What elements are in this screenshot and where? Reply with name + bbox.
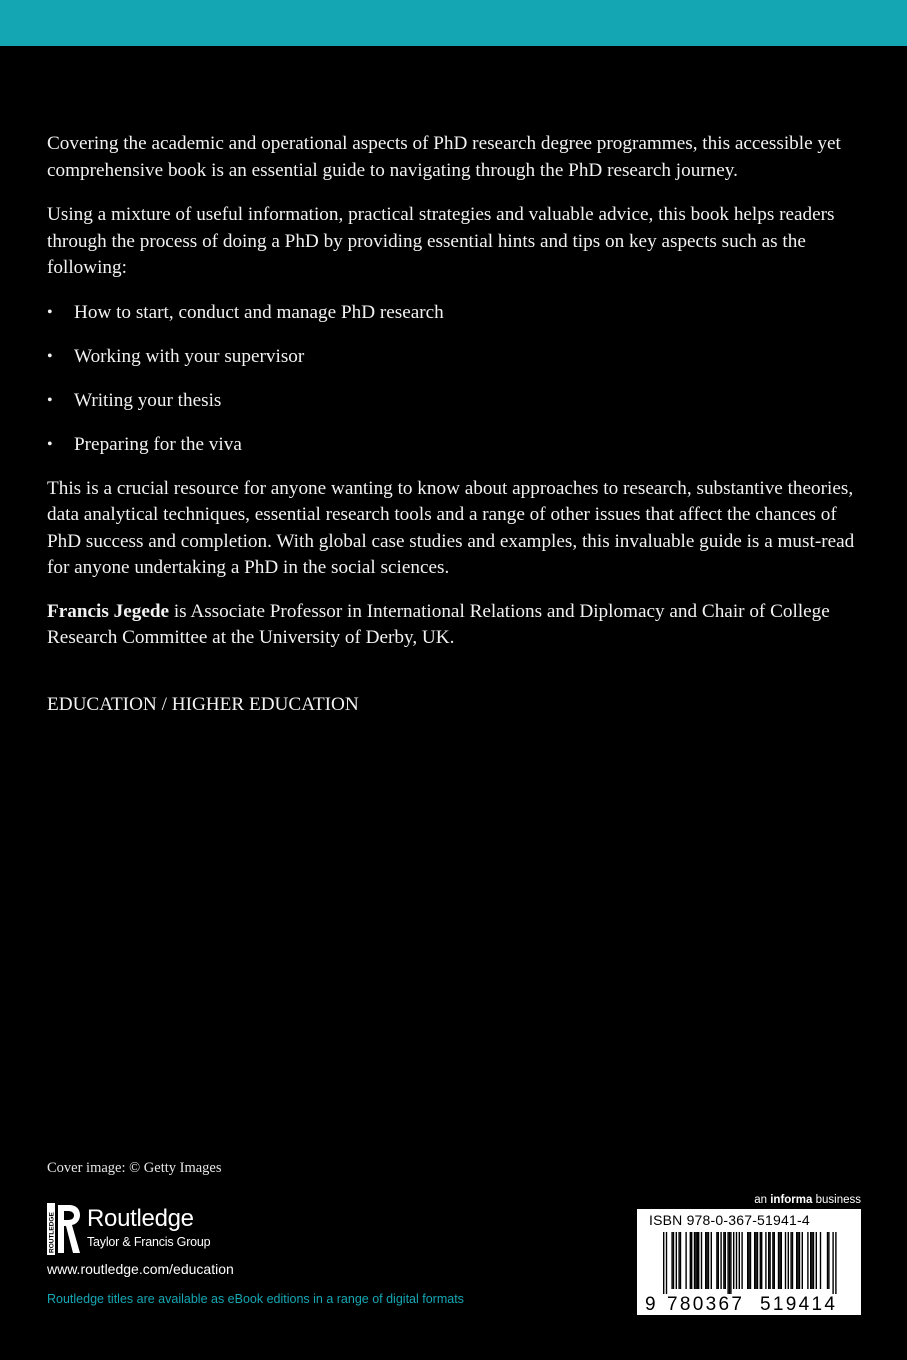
barcode-bar: [741, 1232, 742, 1289]
barcode-bar: [680, 1232, 681, 1289]
barcode-bar: [811, 1232, 812, 1289]
barcode-bar: [754, 1232, 755, 1289]
barcode-bar: [673, 1232, 674, 1289]
barcode-bar: [678, 1232, 679, 1289]
publisher-website-link[interactable]: www.routledge.com/education: [47, 1261, 234, 1277]
barcode-bar: [748, 1232, 749, 1289]
barcode-bar: [733, 1232, 734, 1289]
list-item-text: Writing your thesis: [74, 389, 222, 411]
barcode-bar: [816, 1232, 817, 1289]
barcode-bar: [729, 1232, 730, 1294]
barcode-bar: [701, 1232, 702, 1289]
list-item: [47, 432, 857, 459]
publisher-group: Taylor & Francis Group: [87, 1235, 211, 1249]
bullet-icon: •: [47, 435, 53, 453]
barcode-bar: [705, 1232, 706, 1289]
back-cover-blurb: [47, 131, 857, 718]
barcode-bar: [769, 1232, 770, 1289]
barcode-bar: [723, 1232, 724, 1289]
barcode-bar: [807, 1232, 808, 1289]
barcode-bar: [706, 1232, 707, 1289]
author-bio-text: is Associate Professor in International Relations and Diplomacy and Chair of College Research Committee at the University of Derby, UK.: [47, 600, 830, 648]
barcode-bar: [698, 1232, 699, 1289]
informa-brand: informa: [770, 1194, 813, 1206]
barcode-bar: [663, 1232, 664, 1294]
barcode-graphic: [637, 1209, 861, 1315]
barcode-bar: [828, 1232, 829, 1289]
barcode-bar: [785, 1232, 786, 1289]
barcode-bar: [790, 1232, 791, 1289]
barcode-bar: [697, 1232, 698, 1289]
barcode-bar: [725, 1232, 726, 1289]
barcode-bar: [768, 1232, 769, 1289]
barcode-bar: [676, 1232, 677, 1289]
barcode-bar: [802, 1232, 803, 1289]
barcode-bar: [690, 1232, 691, 1289]
barcode-bar: [788, 1232, 789, 1289]
barcode-bar: [796, 1232, 797, 1289]
barcode-bar: [832, 1232, 833, 1294]
barcode-leading-digit: 9: [645, 1294, 656, 1315]
barcode-bar: [720, 1232, 721, 1289]
blurb-paragraph-2: Using a mixture of useful information, practical strategies and valuable advice, this book helps readers through the process of doing a PhD by providing essential hints and tips on key aspects such as the following:: [47, 204, 835, 278]
barcode-bar: [666, 1232, 667, 1294]
barcode-bar: [716, 1232, 717, 1289]
top-accent-band: [0, 0, 907, 46]
barcode-bar: [799, 1232, 800, 1289]
subject-category: EDUCATION / HIGHER EDUCATION: [47, 693, 359, 715]
cover-image-credit: Cover image: © Getty Images: [47, 1160, 222, 1176]
informa-prefix: an: [754, 1194, 771, 1206]
ebook-availability-note: Routledge titles are available as eBook editions in a range of digital formats: [47, 1292, 464, 1306]
barcode-bar: [727, 1232, 728, 1294]
barcode-bar: [761, 1232, 762, 1289]
barcode-bar: [711, 1232, 712, 1289]
barcode-digits-group-1: 780367: [667, 1294, 745, 1315]
barcode-bar: [835, 1232, 836, 1294]
bullet-icon: •: [47, 391, 53, 409]
barcode-bar: [671, 1232, 672, 1289]
isbn-barcode: [637, 1209, 861, 1315]
barcode-bars: [663, 1232, 837, 1294]
barcode-bar: [695, 1232, 696, 1289]
list-item-text: Working with your supervisor: [74, 345, 305, 367]
barcode-bar: [760, 1232, 761, 1289]
author-name: Francis Jegede: [47, 600, 170, 622]
author-bio: [47, 599, 857, 652]
barcode-bar: [813, 1232, 814, 1289]
barcode-bar: [736, 1232, 737, 1289]
list-item-text: Preparing for the viva: [74, 433, 242, 455]
routledge-logo: [47, 1203, 267, 1255]
blurb-paragraph-1: Covering the academic and operational aspects of PhD research degree programmes, this accessible yet comprehensive book is an essential guide to navigating through the PhD research journey.: [47, 133, 841, 181]
barcode-bar: [685, 1232, 686, 1289]
list-item: [47, 300, 857, 327]
barcode-bar: [792, 1232, 793, 1289]
barcode-bar: [827, 1232, 828, 1289]
barcode-bar: [810, 1232, 811, 1289]
barcode-bar: [797, 1232, 798, 1289]
list-item: [47, 344, 857, 371]
barcode-bar: [820, 1232, 821, 1289]
isbn-label: ISBN 978-0-367-51941-4: [649, 1212, 810, 1228]
barcode-bar: [739, 1232, 740, 1289]
informa-business-tagline: [754, 1194, 861, 1206]
bullet-icon: •: [47, 303, 53, 321]
barcode-bar: [747, 1232, 748, 1289]
barcode-bar: [730, 1232, 731, 1294]
barcode-bar: [755, 1232, 756, 1289]
barcode-bar: [708, 1232, 709, 1289]
key-aspects-list: [47, 300, 857, 459]
barcode-bar: [765, 1232, 766, 1289]
barcode-bar: [778, 1232, 779, 1289]
barcode-digits-group-2: 519414: [760, 1294, 838, 1315]
barcode-bar: [757, 1232, 758, 1289]
publisher-name: Routledge: [87, 1205, 194, 1232]
blurb-paragraph-3: This is a crucial resource for anyone wanting to know about approaches to research, substantive theories, data analytical techniques, essential research tools and a range of other issues that affect the chances of PhD success and completion. With global case studies and examples, this invaluable guide is a must-read for anyone undertaking a PhD in the social sciences.: [47, 477, 855, 578]
barcode-bar: [772, 1232, 773, 1289]
barcode-bar: [779, 1232, 780, 1289]
barcode-bar: [718, 1232, 719, 1289]
barcode-bar: [694, 1232, 695, 1289]
barcode-bar: [691, 1232, 692, 1289]
list-item-text: How to start, conduct and manage PhD research: [74, 301, 444, 323]
barcode-bar: [750, 1232, 751, 1289]
routledge-r-logo-icon: [47, 1203, 83, 1255]
list-item: [47, 388, 857, 415]
barcode-bar: [781, 1232, 782, 1289]
informa-suffix: business: [812, 1194, 861, 1206]
bullet-icon: •: [47, 347, 53, 365]
logo-vertical-text: ROUTLEDGE: [48, 1212, 56, 1253]
barcode-bar: [774, 1232, 775, 1289]
